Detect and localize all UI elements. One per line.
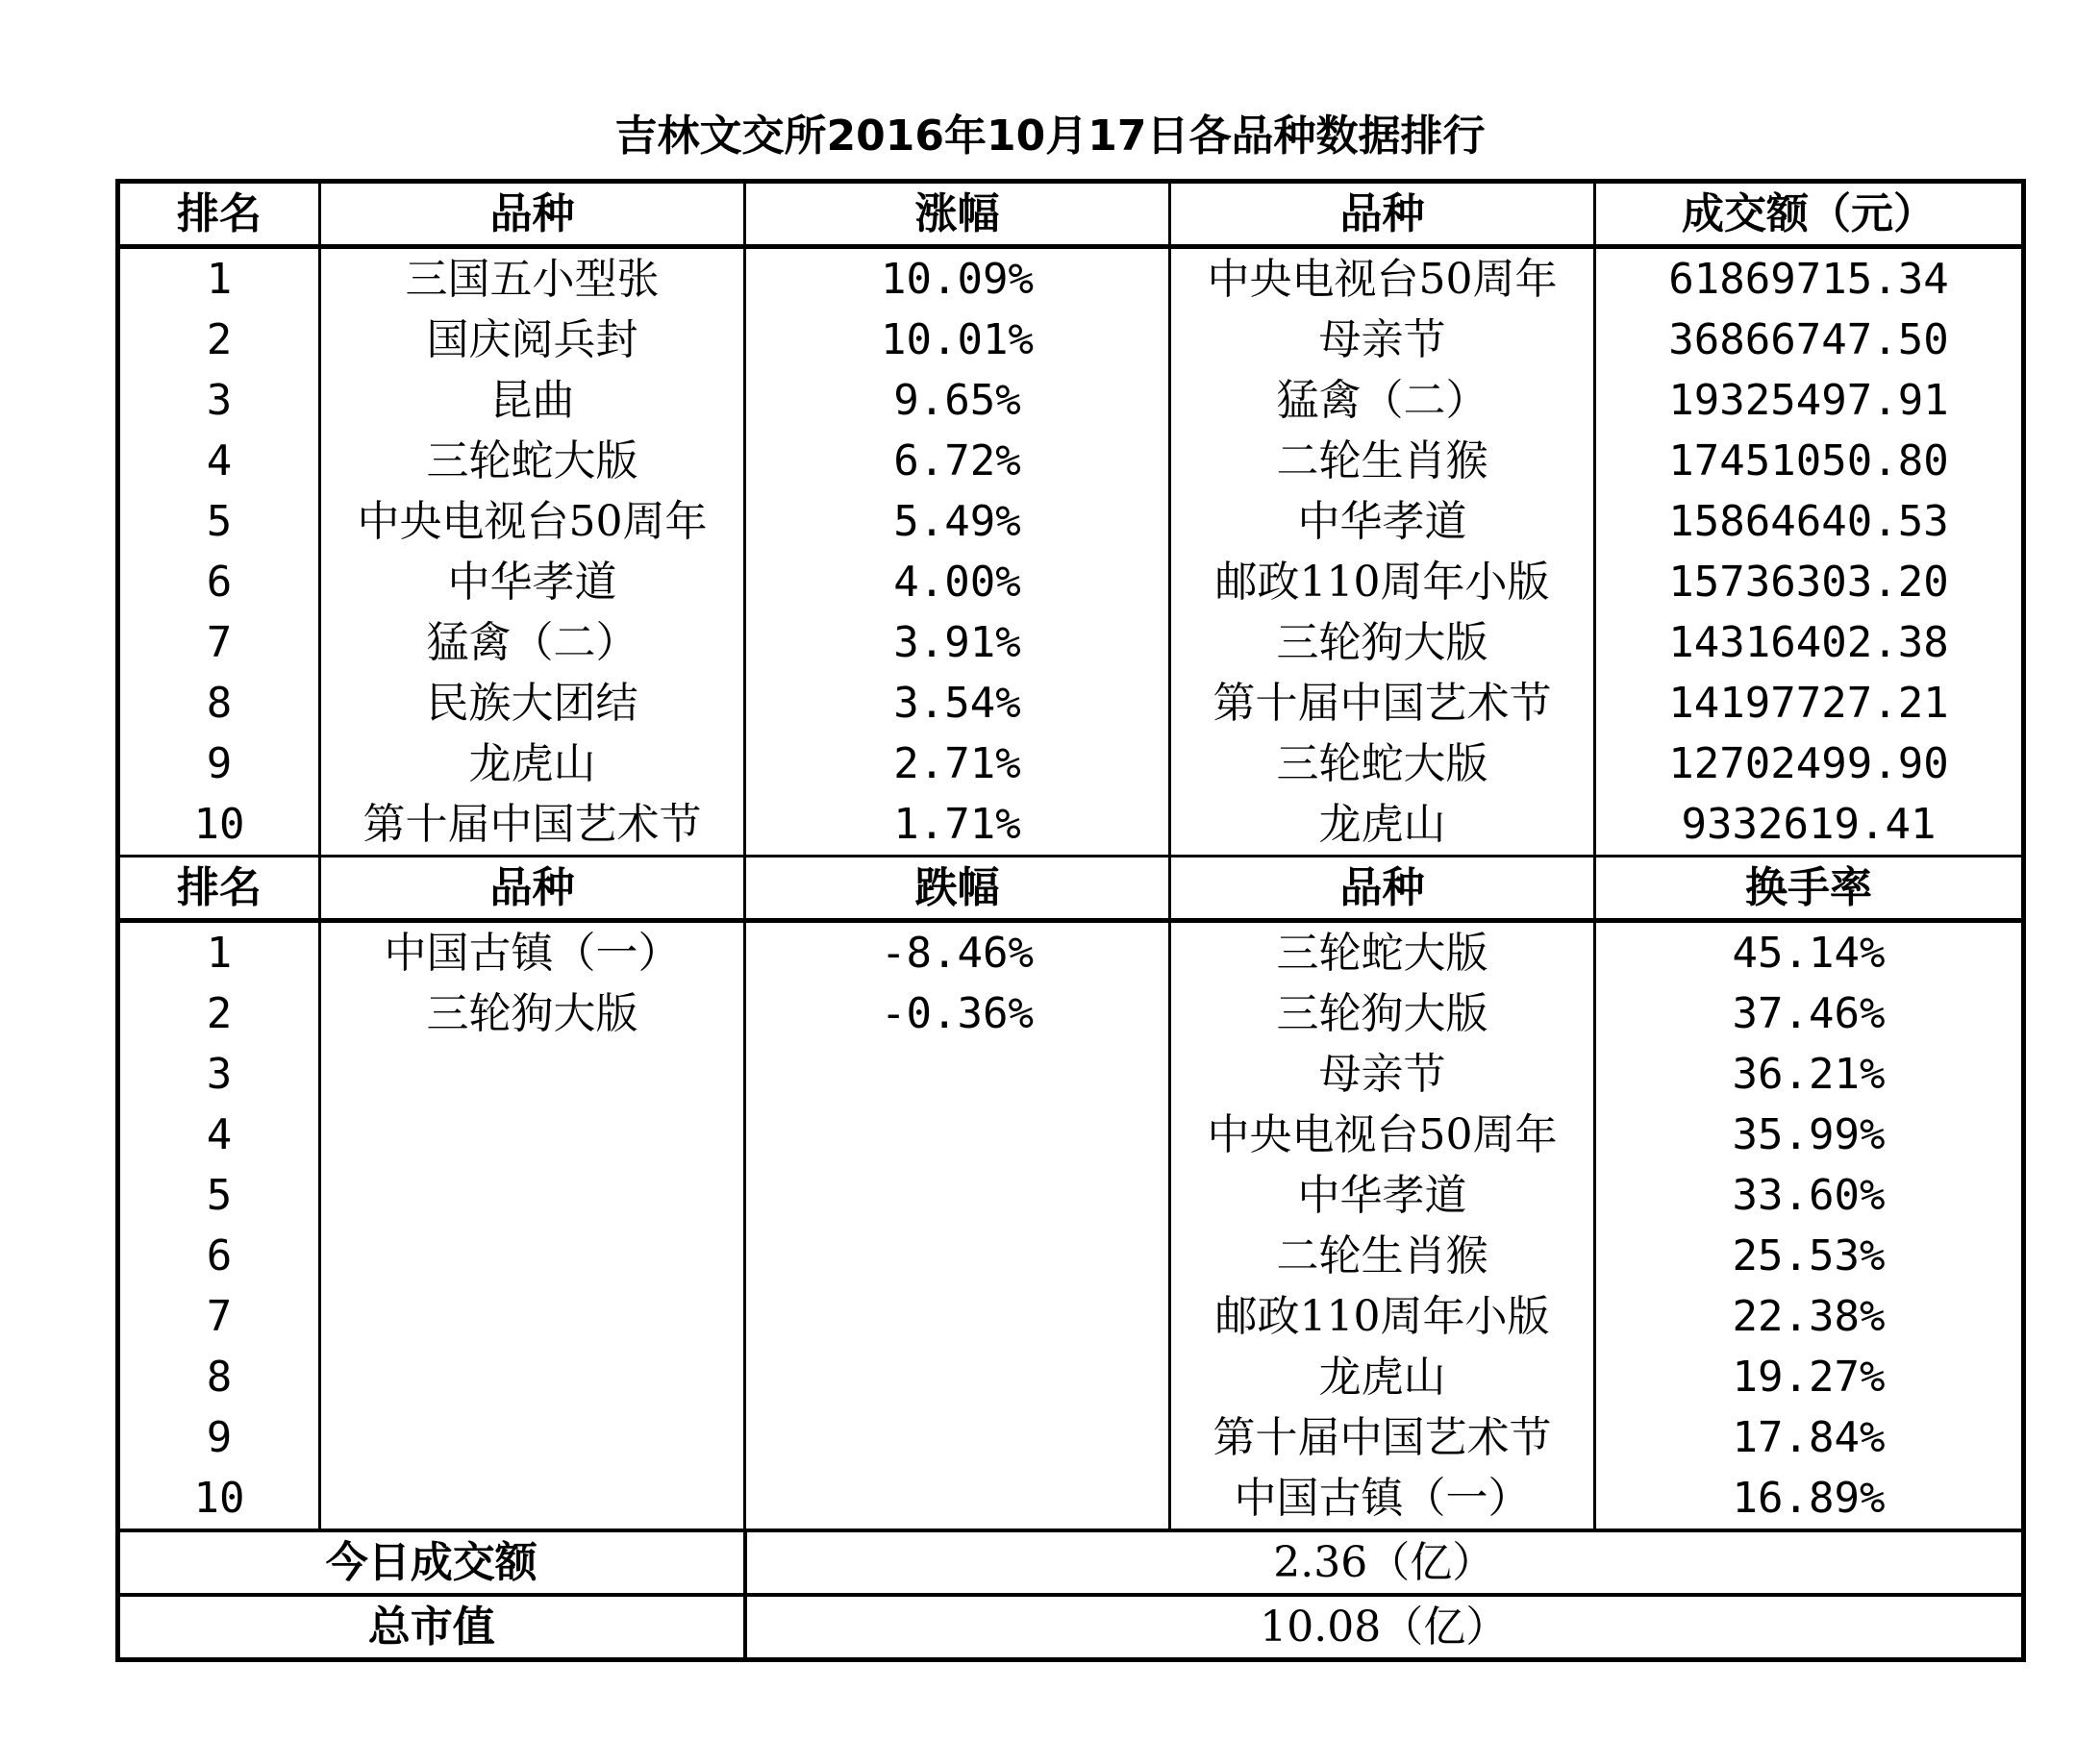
value-cell: 36866747.50 <box>1595 310 2024 370</box>
rank-cell: 8 <box>206 1352 233 1402</box>
header-gain: 涨幅 <box>745 182 1170 247</box>
table-row <box>118 247 2024 311</box>
name-cell <box>320 1347 745 1407</box>
value-cell: 17451050.80 <box>1595 431 2024 491</box>
name-cell <box>320 1407 745 1468</box>
name-cell: 母亲节 <box>1170 310 1595 370</box>
value-cell: 16.89% <box>1595 1468 2024 1530</box>
value-cell <box>745 1044 1170 1105</box>
rank-cell: 10 <box>193 1473 245 1523</box>
table-row <box>118 1468 2024 1530</box>
value-cell: 15736303.20 <box>1595 552 2024 612</box>
rank-cell: 9 <box>206 738 233 788</box>
value-cell: 37.46% <box>1595 983 2024 1044</box>
name-cell: 二轮生肖猴 <box>1170 1226 1595 1286</box>
rank-cell: 7 <box>206 1291 233 1341</box>
name-cell <box>320 1468 745 1530</box>
table-row <box>118 491 2024 552</box>
name-cell <box>320 1044 745 1105</box>
value-cell: 15864640.53 <box>1595 491 2024 552</box>
name-cell: 邮政110周年小版 <box>1170 1286 1595 1347</box>
value-cell: 61869715.34 <box>1595 247 2024 311</box>
table-row <box>118 431 2024 491</box>
name-cell: 龙虎山 <box>320 733 745 794</box>
name-cell: 中国古镇（一） <box>320 921 745 984</box>
name-cell <box>320 1165 745 1226</box>
rank-cell: 4 <box>206 1109 233 1159</box>
table-row <box>118 310 2024 370</box>
value-cell <box>745 1165 1170 1226</box>
rank-cell: 3 <box>206 1049 233 1099</box>
name-cell: 龙虎山 <box>1170 794 1595 857</box>
header-turnover: 换手率 <box>1595 857 2024 921</box>
name-cell: 三国五小型张 <box>320 247 745 311</box>
name-cell: 中国古镇（一） <box>1170 1468 1595 1530</box>
value-cell <box>745 1468 1170 1530</box>
name-cell: 中华孝道 <box>1170 1165 1595 1226</box>
header-volume-name: 品种 <box>1170 182 1595 247</box>
value-cell: -0.36% <box>745 983 1170 1044</box>
rank-cell: 5 <box>206 496 233 546</box>
value-cell: -8.46% <box>745 921 1170 984</box>
name-cell: 猛禽（二） <box>1170 370 1595 431</box>
summary-label: 今日成交额 <box>118 1530 745 1595</box>
gain-volume-rows <box>118 247 2024 857</box>
name-cell <box>320 1105 745 1165</box>
value-cell <box>745 1407 1170 1468</box>
value-cell: 19325497.91 <box>1595 370 2024 431</box>
name-cell: 三轮蛇大版 <box>1170 733 1595 794</box>
table-row <box>118 1347 2024 1407</box>
name-cell: 中央电视台50周年 <box>320 491 745 552</box>
value-cell: 12702499.90 <box>1595 733 2024 794</box>
name-cell: 中央电视台50周年 <box>1170 1105 1595 1165</box>
rank-cell: 1 <box>206 928 233 978</box>
name-cell: 三轮狗大版 <box>1170 983 1595 1044</box>
value-cell: 2.71% <box>745 733 1170 794</box>
name-cell: 第十届中国艺术节 <box>320 794 745 857</box>
name-cell: 国庆阅兵封 <box>320 310 745 370</box>
table-row <box>118 673 2024 733</box>
name-cell: 二轮生肖猴 <box>1170 431 1595 491</box>
name-cell: 中华孝道 <box>320 552 745 612</box>
rank-cell: 9 <box>206 1412 233 1462</box>
name-cell: 邮政110周年小版 <box>1170 552 1595 612</box>
value-cell: 14197727.21 <box>1595 673 2024 733</box>
rank-cell: 1 <box>206 254 233 304</box>
header-rank: 排名 <box>118 182 320 247</box>
value-cell <box>745 1105 1170 1165</box>
ranking-table <box>115 179 2026 1662</box>
value-cell: 33.60% <box>1595 1165 2024 1226</box>
value-cell <box>745 1286 1170 1347</box>
name-cell: 猛禽（二） <box>320 612 745 673</box>
gain-header-row <box>118 182 2024 247</box>
name-cell: 三轮蛇大版 <box>1170 921 1595 984</box>
value-cell <box>745 1226 1170 1286</box>
name-cell: 中华孝道 <box>1170 491 1595 552</box>
name-cell <box>320 1286 745 1347</box>
rank-cell: 3 <box>206 375 233 425</box>
value-cell: 45.14% <box>1595 921 2024 984</box>
rank-cell: 4 <box>206 435 233 485</box>
value-cell: 1.71% <box>745 794 1170 857</box>
header-volume: 成交额（元） <box>1595 182 2024 247</box>
name-cell: 三轮蛇大版 <box>320 431 745 491</box>
name-cell: 民族大团结 <box>320 673 745 733</box>
value-cell: 4.00% <box>745 552 1170 612</box>
table-row <box>118 983 2024 1044</box>
value-cell: 25.53% <box>1595 1226 2024 1286</box>
table-row <box>118 733 2024 794</box>
value-cell: 3.54% <box>745 673 1170 733</box>
table-row <box>118 1105 2024 1165</box>
value-cell: 19.27% <box>1595 1347 2024 1407</box>
name-cell: 龙虎山 <box>1170 1347 1595 1407</box>
name-cell: 三轮狗大版 <box>1170 612 1595 673</box>
table-row <box>118 1044 2024 1105</box>
table-row <box>118 612 2024 673</box>
table-row <box>118 921 2024 984</box>
value-cell: 14316402.38 <box>1595 612 2024 673</box>
summary-row-volume <box>118 1530 2024 1595</box>
rank-cell: 6 <box>206 1230 233 1280</box>
table-row <box>118 1226 2024 1286</box>
name-cell: 中央电视台50周年 <box>1170 247 1595 311</box>
summary-row-market-cap <box>118 1595 2024 1660</box>
value-cell: 9332619.41 <box>1595 794 2024 857</box>
loss-turnover-rows <box>118 921 2024 1531</box>
value-cell <box>745 1347 1170 1407</box>
header-loss: 跌幅 <box>745 857 1170 921</box>
name-cell: 昆曲 <box>320 370 745 431</box>
value-cell: 35.99% <box>1595 1105 2024 1165</box>
rank-cell: 2 <box>206 314 233 364</box>
value-cell: 10.09% <box>745 247 1170 311</box>
rank-cell: 10 <box>193 799 245 849</box>
rank-cell: 2 <box>206 988 233 1038</box>
header-rank: 排名 <box>118 857 320 921</box>
table-row <box>118 1286 2024 1347</box>
header-turnover-name: 品种 <box>1170 857 1595 921</box>
value-cell: 17.84% <box>1595 1407 2024 1468</box>
rank-cell: 6 <box>206 557 233 607</box>
rank-cell: 8 <box>206 678 233 728</box>
value-cell: 10.01% <box>745 310 1170 370</box>
value-cell: 22.38% <box>1595 1286 2024 1347</box>
summary-value: 2.36（亿） <box>745 1530 2024 1595</box>
name-cell: 第十届中国艺术节 <box>1170 1407 1595 1468</box>
summary-label: 总市值 <box>118 1595 745 1660</box>
name-cell: 母亲节 <box>1170 1044 1595 1105</box>
name-cell: 三轮狗大版 <box>320 983 745 1044</box>
value-cell: 36.21% <box>1595 1044 2024 1105</box>
value-cell: 3.91% <box>745 612 1170 673</box>
name-cell: 第十届中国艺术节 <box>1170 673 1595 733</box>
summary-value: 10.08（亿） <box>745 1595 2024 1660</box>
name-cell <box>320 1226 745 1286</box>
table-row <box>118 1407 2024 1468</box>
value-cell: 6.72% <box>745 431 1170 491</box>
value-cell: 9.65% <box>745 370 1170 431</box>
rank-cell: 7 <box>206 617 233 667</box>
table-row <box>118 794 2024 857</box>
rank-cell: 5 <box>206 1170 233 1220</box>
header-gain-name: 品种 <box>320 182 745 247</box>
table-row <box>118 370 2024 431</box>
value-cell: 5.49% <box>745 491 1170 552</box>
table-row <box>118 1165 2024 1226</box>
header-loss-name: 品种 <box>320 857 745 921</box>
table-row <box>118 552 2024 612</box>
page-title: 吉林文交所2016年10月17日各品种数据排行 <box>614 112 1486 161</box>
loss-header-row <box>118 857 2024 921</box>
